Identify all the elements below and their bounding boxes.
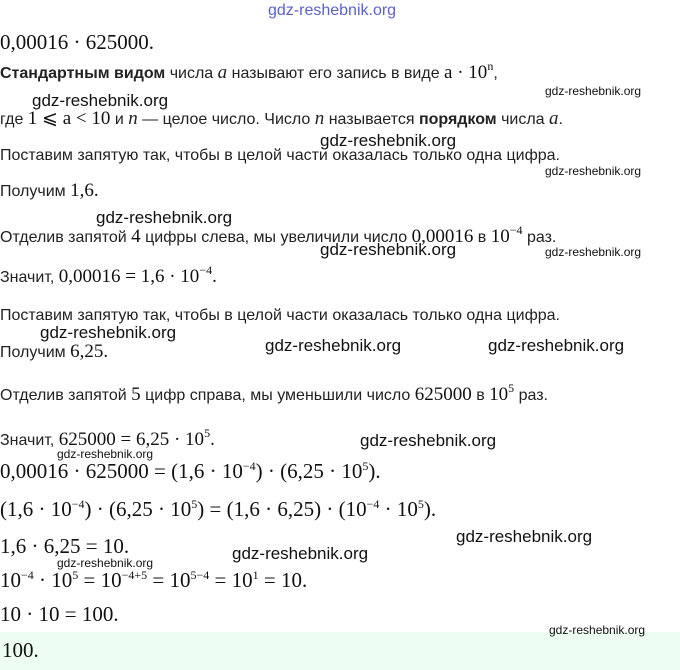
calc-l4-e2: 5 — [72, 568, 79, 582]
cond-text-6: . — [558, 111, 563, 128]
cond-text-3: — целое число. Число — [137, 111, 315, 128]
step1-instruction: Поставим запятую так, чтобы в целой части оказалась только одна цифра. — [0, 147, 560, 164]
answer-value: 100. — [2, 638, 39, 662]
watermark: gdz-reshebnik.org — [545, 164, 642, 178]
var-n-2: n — [314, 108, 325, 129]
step2-means-lhs: 625000 = 6,25 · 10 — [58, 429, 205, 450]
watermark: gdz-reshebnik.org — [456, 527, 593, 546]
calc-line-5: 10 · 10 = 100. — [0, 602, 119, 626]
step2-result — [0, 341, 108, 364]
definition-line — [0, 59, 498, 85]
calc-l4-f: = 10 — [209, 568, 253, 592]
step2-shift-a: Отделив запятой — [0, 387, 132, 404]
step1-result — [0, 180, 99, 203]
step1-shift-c: в — [473, 229, 491, 246]
step1-means-lhs: 0,00016 = 1,6 · 10 — [58, 266, 200, 287]
step1-shift-power — [490, 223, 523, 247]
step1-got-label: Получим — [0, 183, 71, 200]
step1-shift — [0, 223, 557, 249]
def-form-exp: n — [487, 59, 494, 73]
calc-l4-e1: −4 — [21, 568, 34, 582]
watermark: gdz-reshebnik.org — [320, 240, 457, 259]
watermark: gdz-reshebnik.org — [96, 208, 233, 227]
calc-l1-c: ). — [368, 459, 381, 483]
calc-l2-b: ) · (6,25 · 10 — [84, 497, 192, 521]
calc-l4-e5: 1 — [252, 568, 259, 582]
calc-line-4 — [0, 569, 307, 591]
calc-l2-e2: 5 — [191, 497, 198, 511]
watermark: gdz-reshebnik.org — [40, 323, 177, 342]
calc-l1-a: 0,00016 · 625000 = (1,6 · 10 — [0, 459, 243, 483]
step1-shift-num: 0,00016 — [411, 226, 474, 247]
step2-shift — [0, 381, 548, 407]
cond-text-2: и — [110, 111, 129, 128]
problem-expression: 0,00016 · 625000. — [0, 30, 154, 54]
step2-shift-base: 10 — [489, 384, 509, 405]
calc-l4-e4: 5−4 — [190, 568, 210, 582]
calc-l4-e3: −4+5 — [121, 568, 148, 582]
step1-means — [0, 263, 217, 289]
calc-l1-e1: −4 — [242, 459, 256, 473]
def-end: , — [493, 65, 498, 82]
calc-l2-e4: 5 — [417, 497, 424, 511]
step2-shift-num: 625000 — [414, 384, 472, 405]
calc-l2-e1: −4 — [71, 497, 85, 511]
calc-l2-c: ) = (1,6 · 6,25) · (10 — [197, 497, 367, 521]
watermark: gdz-reshebnik.org — [57, 447, 154, 461]
watermark: gdz-reshebnik.org — [545, 245, 642, 259]
watermark: gdz-reshebnik.org — [265, 336, 402, 355]
cond-inequality: 1 ⩽ a < 10 — [27, 108, 111, 129]
calc-l2-a: (1,6 · 10 — [0, 497, 72, 521]
def-form — [444, 59, 494, 83]
var-n: n — [128, 108, 138, 129]
watermark: gdz-reshebnik.org — [57, 556, 154, 570]
step2-shift-b: цифр справа, мы уменьшили число — [140, 387, 415, 404]
step2-shift-d: раз. — [514, 387, 548, 404]
calc-line-1 — [0, 460, 381, 482]
answer-box — [0, 632, 680, 670]
cond-text-4: называется — [324, 111, 419, 128]
term-standard-form: Стандартным видом — [0, 65, 166, 82]
step2-got-label: Получим — [0, 344, 71, 361]
calc-l2-d: · 10 — [379, 497, 418, 521]
var-a: a — [217, 62, 228, 83]
calc-l1-e2: 5 — [362, 459, 369, 473]
def-text-1: числа — [165, 65, 218, 82]
calc-l2-e3: −4 — [366, 497, 380, 511]
step2-means-exp: 5 — [204, 426, 211, 440]
step2-means-label: Значит, — [0, 432, 59, 449]
step2-shift-n: 5 — [131, 384, 141, 405]
calc-line-2 — [0, 498, 436, 520]
step2-instruction: Поставим запятую так, чтобы в целой части оказалась только одна цифра. — [0, 307, 560, 324]
calc-l4-c: = 10 — [78, 568, 122, 592]
watermark: gdz-reshebnik.org — [32, 91, 169, 110]
step1-shift-d: раз. — [522, 229, 557, 246]
step2-means-end: . — [210, 429, 215, 450]
calc-l1-b: ) · (6,25 · 10 — [255, 459, 363, 483]
watermark: gdz-reshebnik.org — [320, 131, 457, 150]
step1-means-end: . — [212, 266, 217, 287]
def-text-2: называют его запись в виде — [227, 65, 445, 82]
step1-means-label: Значит, — [0, 269, 59, 286]
step1-shift-exp: −4 — [509, 223, 523, 237]
step1-means-eq — [58, 263, 217, 287]
step1-shift-n: 4 — [131, 226, 141, 247]
def-form-base: a · 10 — [444, 62, 488, 83]
cond-text-5: числа — [496, 111, 550, 128]
step2-got-value: 6,25. — [70, 341, 109, 362]
calc-l2-f: ). — [423, 497, 437, 521]
step1-shift-b: цифры слева, мы увеличили число — [140, 229, 412, 246]
calc-l4-b: · 10 — [33, 568, 73, 592]
step2-shift-exp: 5 — [508, 381, 515, 395]
watermark: gdz-reshebnik.org — [232, 544, 369, 563]
condition-line — [0, 108, 563, 131]
calc-line-3: 1,6 · 6,25 = 10. — [0, 534, 130, 558]
term-order: порядком — [418, 111, 497, 128]
calc-l4-d: = 10 — [147, 568, 191, 592]
var-a-2: a — [549, 108, 559, 129]
watermark: gdz-reshebnik.org — [488, 336, 625, 355]
watermark: gdz-reshebnik.org — [545, 84, 642, 98]
header-watermark[interactable]: gdz-reshebnik.org — [268, 2, 397, 19]
watermark: gdz-reshebnik.org — [549, 623, 646, 637]
step1-shift-base: 10 — [490, 226, 510, 247]
step2-shift-power — [489, 381, 515, 405]
step1-got-value: 1,6. — [70, 180, 99, 201]
calc-l4-a: 10 — [0, 568, 21, 592]
step1-means-exp: −4 — [199, 263, 213, 277]
step1-shift-a: Отделив запятой — [0, 229, 132, 246]
calc-l4-g: = 10. — [258, 568, 308, 592]
step2-shift-c: в — [471, 387, 490, 404]
watermark: gdz-reshebnik.org — [360, 431, 497, 450]
cond-text-1: где — [0, 111, 28, 128]
